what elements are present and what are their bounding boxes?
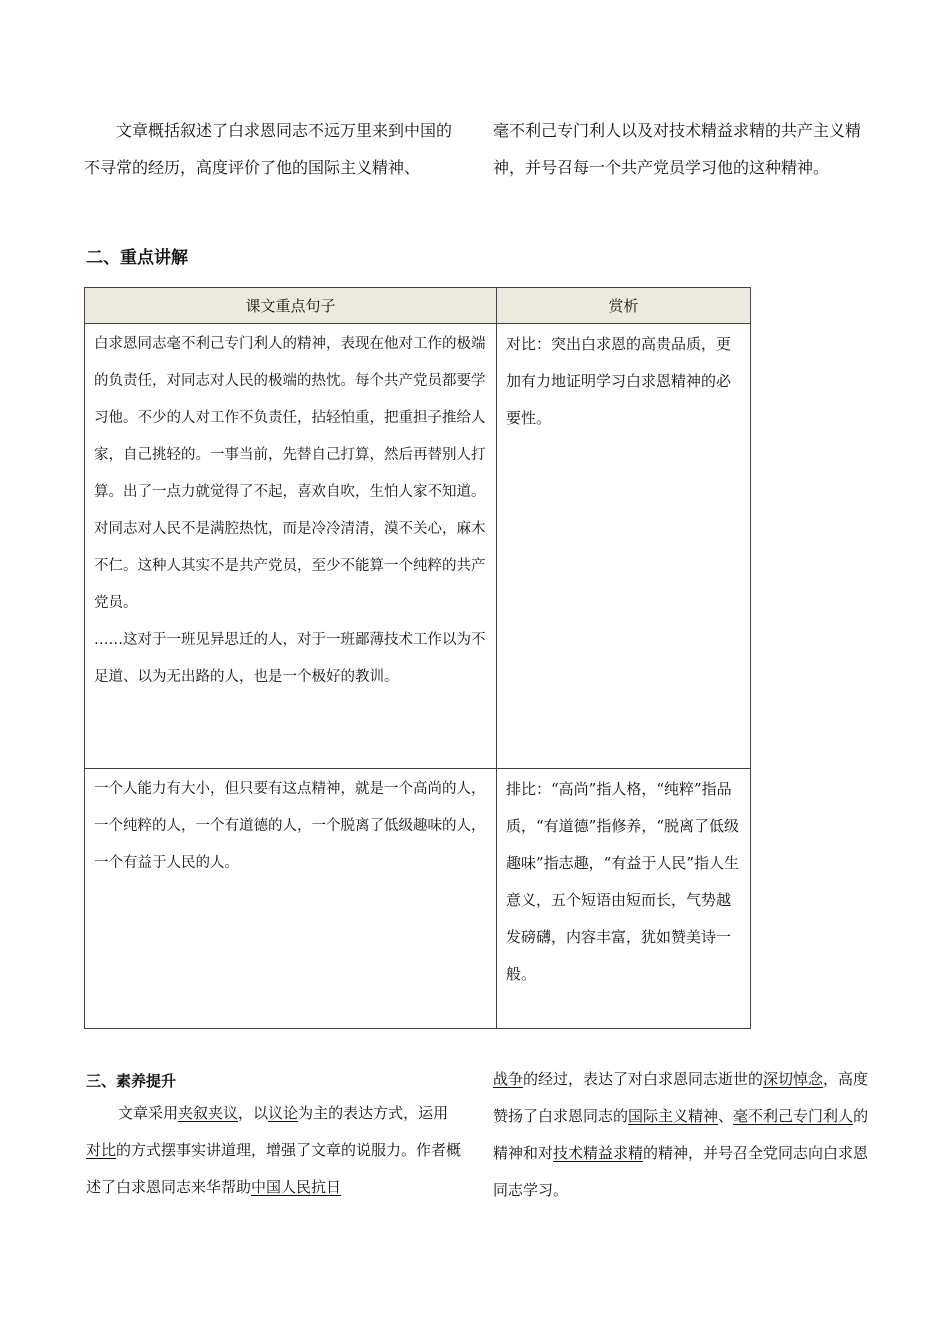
table-header-sentence: 课文重点句子 bbox=[85, 288, 497, 324]
sentence-text: 一个人能力有大小，但只要有这点精神，就是一个高尚的人，一个纯粹的人，一个有道德的人，一个脱离了低级趣味的人，一个有益于人民的人。 bbox=[94, 781, 486, 871]
literacy-column-left bbox=[86, 1095, 462, 1206]
sentence-text: 白求恩同志毫不利己专门利人的精神，表现在他对工作的极端的负责任，对同志对人民的极端的热忱。每个共产党员都要学习他。不少的人对工作不负责任，拈轻怕重，把重担子推给人家，自己挑轻的。一事当前，先替自己打算，然后再替别人打算。出了一点力就觉得了不起，喜欢自吹，生怕人家不知道。对同志对人民不是满腔热忱，而是冷冷清清，漠不关心，麻木不仁。这种人其实不是共产党员，至少不能算一个纯粹的共产党员。 bbox=[94, 336, 486, 611]
analysis-cell bbox=[497, 324, 751, 769]
underlined-term: 夹叙夹议 bbox=[178, 1104, 239, 1122]
sentence-text: ……这对于一班见异思迁的人，对于一班鄙薄技术工作以为不足道、以为无出路的人，也是一个极好的教训。 bbox=[94, 632, 486, 685]
text-run: 、 bbox=[718, 1107, 734, 1125]
section-heading-key-points: 二、重点讲解 bbox=[86, 248, 188, 268]
analysis-text: 排比：“高尚”指人格，“纯粹”指品质，“有道德”指修养，“脱离了低级趣味”指志趣，“有益于人民”指人生意义，五个短语由短而长，气势越发磅礴，内容丰富，犹如赞美诗一般。 bbox=[506, 780, 740, 983]
analysis-cell bbox=[497, 769, 751, 1029]
underlined-term: 深切悼念 bbox=[763, 1070, 824, 1088]
text-run: 文章采用 bbox=[118, 1104, 179, 1122]
literacy-column-right bbox=[493, 1061, 873, 1209]
table-row bbox=[85, 769, 751, 1029]
table-row bbox=[85, 324, 751, 769]
section-heading-literacy: 三、素养提升 bbox=[86, 1072, 177, 1090]
text-run: ，以 bbox=[238, 1104, 269, 1122]
text-run: 的精神，并号召全党同志向白求恩同志学习。 bbox=[493, 1144, 869, 1199]
text-run: 为主的表达方式，运用 bbox=[298, 1104, 449, 1122]
text-run: 的方式摆事实讲道理，增强了文章的说服力。作者概述了白求恩同志来华帮助 bbox=[86, 1141, 462, 1196]
underlined-term: 中国人民抗日 bbox=[251, 1178, 342, 1196]
summary-column-left: 文章概括叙述了白求恩同志不远万里来到中国的不寻常的经历，高度评价了他的国际主义精神、 bbox=[84, 121, 453, 177]
underlined-term: 对比 bbox=[86, 1141, 117, 1159]
table-header-row bbox=[85, 288, 751, 324]
underlined-term: 毫不利己专门利人 bbox=[733, 1107, 854, 1125]
text-run: ，高度赞扬了白求恩同志的 bbox=[493, 1070, 869, 1125]
underlined-term: 战争 bbox=[493, 1070, 524, 1088]
sentence-cell bbox=[85, 769, 497, 1029]
key-sentences-table bbox=[84, 287, 751, 1029]
sentence-cell bbox=[85, 324, 497, 769]
underlined-term: 技术精益求精 bbox=[553, 1144, 644, 1162]
summary-column-right: 毫不利己专门利人以及对技术精益求精的共产主义精神，并号召每一个共产党员学习他的这种精神。 bbox=[493, 121, 862, 177]
underlined-term: 国际主义精神 bbox=[628, 1107, 719, 1125]
underlined-term: 议论 bbox=[268, 1104, 299, 1122]
text-run: 的精神和对 bbox=[493, 1107, 869, 1162]
analysis-text: 对比：突出白求恩的高贵品质，更加有力地证明学习白求恩精神的必要性。 bbox=[506, 335, 732, 427]
table-header-analysis: 赏析 bbox=[497, 288, 751, 324]
text-run: 的经过，表达了对白求恩同志逝世的 bbox=[523, 1070, 764, 1088]
